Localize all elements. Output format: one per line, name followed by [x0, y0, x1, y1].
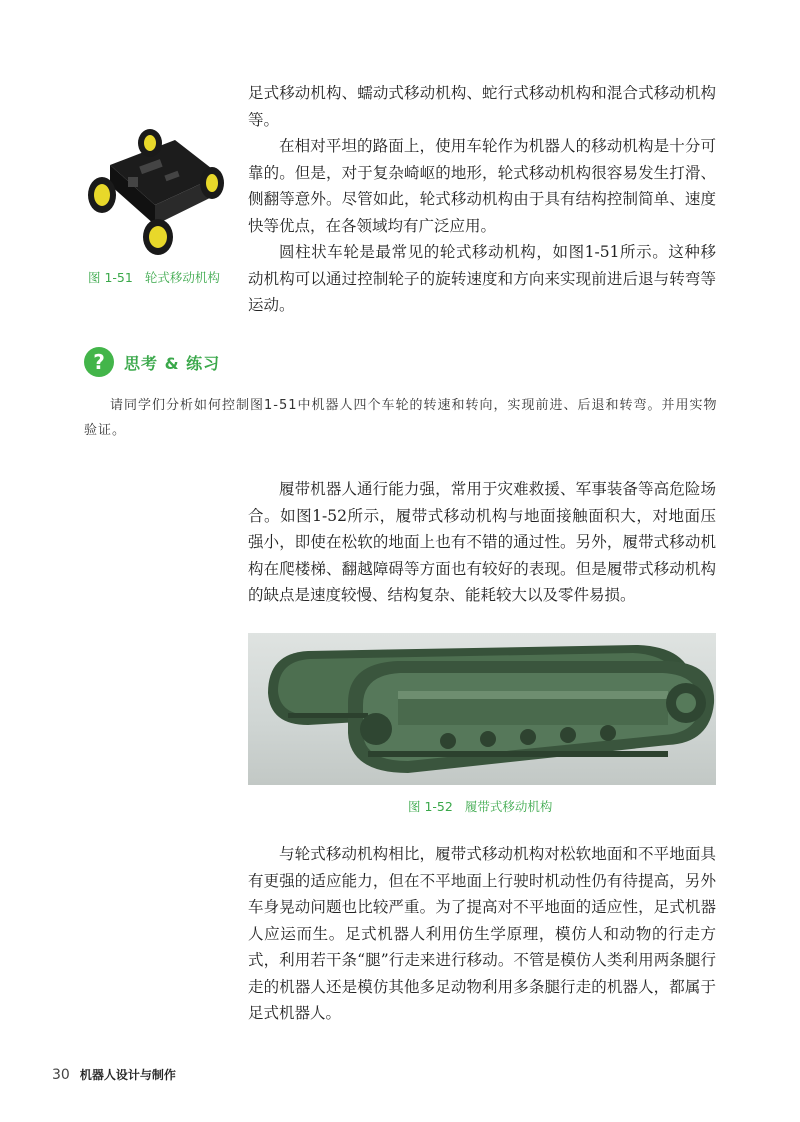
think-practice-text: 请同学们分析如何控制图1-51中机器人四个车轮的转速和转向，实现前进、后退和转弯。并用实物验证。 — [84, 398, 718, 438]
paragraph-tracked-robot: 履带机器人通行能力强，常用于灾难救援、军事装备等高危险场合。如图1-52所示，履带式移动机构与地面接触面积大，对地面压强小，即使在松软的地面上也有不错的通过性。另外，履带式移动机构在爬楼梯、翻越障碍等方面也有较好的表现。但是履带式移动机构的缺点是速度较慢、结构复杂、能耗较大以及零件易损。 — [248, 480, 716, 604]
paragraph-legged-robot: 与轮式移动机构相比，履带式移动机构对松软地面和不平地面具有更强的适应能力，但在不平地面上行驶时机动性仍有待提高，另外车身晃动问题也比较严重。为了提高对不平地面的适应性，足式机器人应运而生。足式机器人利用仿生学原理，模仿人和动物的行走方式，利用若干条“腿”行走来进行移动。不管是模仿人类利用两条腿行走的机器人还是模仿其他多足动物利用多条腿行走的机器人，都属于足式机器人。 — [248, 845, 716, 1022]
figure-1-51-title: 轮式移动机构 — [144, 270, 220, 285]
paragraph-cylindrical-wheel: 圆柱状车轮是最常见的轮式移动机构，如图1-51所示。这种移动机构可以通过控制轮子的旋转速度和方向来实现前进后退与转弯等运动。 — [248, 243, 716, 314]
think-practice-title: 思考 & 练习 — [124, 353, 221, 373]
paragraph-intro-continued: 足式移动机构、蠕动式移动机构、蛇行式移动机构和混合式移动机构等。 — [248, 84, 716, 129]
figure-wheeled-robot-image — [80, 125, 230, 260]
think-practice-header — [84, 346, 220, 378]
figure-1-52-caption — [408, 797, 552, 815]
book-title: 机器人设计与制作 — [79, 1068, 176, 1082]
paragraph-wheeled-reliability: 在相对平坦的路面上，使用车轮作为机器人的移动机构是十分可靠的。但是，对于复杂崎岖的地形，轮式移动机构很容易发生打滑、侧翻等意外。尽管如此，轮式移动机构由于具有结构控制简单、速度快等优点，在各领域均有广泛应用。 — [248, 137, 716, 235]
page-footer — [52, 1066, 176, 1083]
page-number: 30 — [52, 1067, 70, 1083]
figure-1-52-number: 图 1-52 — [408, 799, 453, 814]
figure-1-51-caption — [88, 268, 220, 286]
figure-tracked-mechanism-image — [248, 633, 716, 785]
figure-1-52-title: 履带式移动机构 — [464, 799, 553, 814]
question-icon: ? — [84, 347, 114, 377]
figure-1-51-number: 图 1-51 — [88, 270, 133, 285]
